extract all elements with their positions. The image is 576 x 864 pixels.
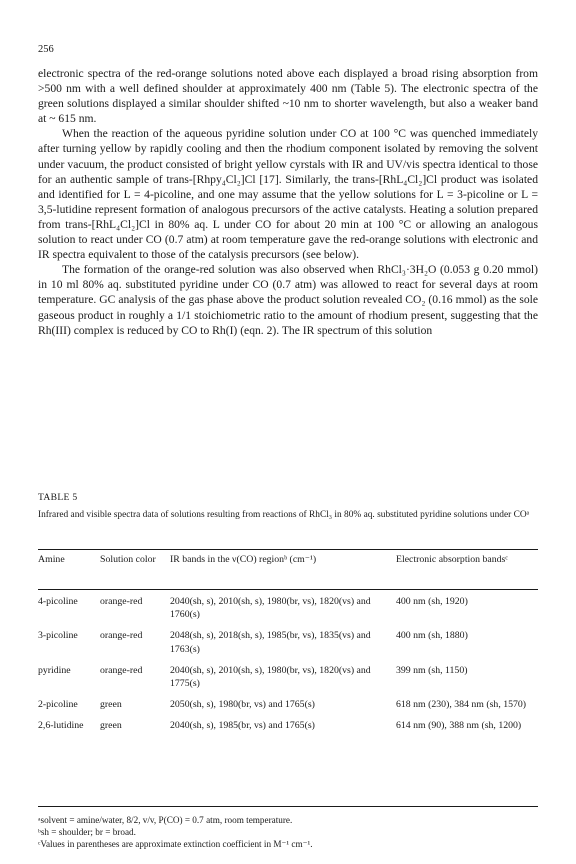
table-cell: orange-red xyxy=(100,664,143,676)
paragraph: electronic spectra of the red-orange solutions noted above each displayed a broad rising absorption from >500 nm with a well defined shoulder at approximately 400 nm (Table 5). The electronic spectra of the green solutions displayed a similar shoulder shifted ~10 nm to shorter wavelength, but also a weaker band at ~ 615 nm. xyxy=(38,67,538,126)
paragraph: When the reaction of the aqueous pyridine solution under CO at 100 °C was quenched immediately after turning yellow by rapidly cooling and then the rhodium component isolated by removing the solvent under vacuum, the product consisted of bright yellow cyrstals with IR and UV/vis spectra identical to those for an authentic sample of trans-[Rhpy₄Cl₂]Cl [17]. Similarly, the trans-[RhL₄Cl₂]Cl product was isolated and identified for L = 4-picoline, and one may assume that the yellow solutions for L = 3-picoline or L = 3,5-lutidine represent formation of analogous precursors of the active catalysts. Heating a solution prepared from trans-[RhL₄Cl₂]Cl in 80% aq. L under CO for about 20 min at 100 °C or allowing an analogous solution to react under CO (0.7 atm) at room temperature gave the red-orange solutions with electronic and IR spectra equivalent to those of the catalysis precursors (see below). xyxy=(38,127,538,262)
table-cell: 4-picoline xyxy=(38,596,78,607)
table-cell: 2040(sh, s), 1985(br, vs) and 1765(s) xyxy=(170,720,315,732)
table-cell: 618 nm (230), 384 nm (sh, 1570) xyxy=(396,699,527,711)
table-row xyxy=(38,719,538,732)
table-cell: 400 nm (sh, 1880) xyxy=(396,630,468,642)
table-row xyxy=(38,595,538,621)
table-cell: 399 nm (sh, 1150) xyxy=(396,664,468,676)
table-cell: pyridine xyxy=(38,664,71,676)
page-number: 256 xyxy=(38,44,54,55)
table-row xyxy=(38,629,538,655)
table-row xyxy=(38,664,538,690)
header-cell: Solution color xyxy=(100,554,156,565)
table-cell: orange-red xyxy=(100,596,143,607)
footnote: ᵃsolvent = amine/water, 8/2, v/v, P(CO) = 0.7 atm, room temperature. xyxy=(38,815,293,825)
table-label: TABLE 5 xyxy=(38,492,78,503)
table-footnotes xyxy=(38,815,538,850)
table-cell: orange-red xyxy=(100,630,143,642)
table-cell: green xyxy=(100,720,122,732)
body-text xyxy=(38,66,538,338)
table-cell: green xyxy=(100,699,122,711)
header-cell: Amine xyxy=(38,554,65,565)
table-header-rule xyxy=(38,589,538,590)
footnote: ᵇsh = shoulder; br = broad. xyxy=(38,826,136,837)
table-caption: Infrared and visible spectra data of solutions resulting from reactions of RhCl₃ in 80% aq. substituted pyridine solutions under COᵃ xyxy=(38,510,530,520)
header-cell: IR bands in the ν(CO) regionᵇ (cm⁻¹) xyxy=(170,554,317,565)
table-body xyxy=(38,595,538,741)
table-header-row xyxy=(38,553,538,566)
table-cell: 2,6-lutidine xyxy=(38,720,84,732)
paragraph: The formation of the orange-red solution was also observed when RhCl₃·3H₂O (0.053 g 0.20 mmol) in 10 ml 80% aq. substituted pyridine under CO (0.7 atm) was allowed to react for several days at room temperature. GC analysis of the gas phase above the product solution revealed CO₂ (0.16 mmol) as the sole gaseous product in roughly a 1/1 stoichiometric ratio to the amount of rhodium present, suggesting that the Rh(III) complex is reduced by CO to Rh(I) (eqn. 2). The IR spectrum of this solution xyxy=(38,263,538,337)
table-cell: 614 nm (90), 388 nm (sh, 1200) xyxy=(396,720,522,732)
table-cell: 3-picoline xyxy=(38,630,78,642)
table-cell: 2050(sh, s), 1980(br, vs) and 1765(s) xyxy=(170,699,315,711)
footnote: ᶜValues in parentheses are approximate extinction coefficient in M⁻¹ cm⁻¹. xyxy=(38,838,313,849)
table-bottom-rule xyxy=(38,806,538,807)
table-row xyxy=(38,698,538,711)
table-cell: 2-picoline xyxy=(38,699,78,711)
header-cell: Electronic absorption bandsᶜ xyxy=(396,554,508,565)
table-cell: 400 nm (sh, 1920) xyxy=(396,596,468,607)
table-top-rule xyxy=(38,549,538,550)
table-cell: 2040(sh, s), 2010(sh, s), 1980(br, vs), 1820(vs) and 1760(s) xyxy=(170,596,371,621)
table-cell: 2040(sh, s), 2010(sh, s), 1980(br, vs), 1820(vs) and 1775(s) xyxy=(170,664,371,690)
table-cell: 2048(sh, s), 2018(sh, s), 1985(br, vs), 1835(vs) and 1763(s) xyxy=(170,630,371,655)
